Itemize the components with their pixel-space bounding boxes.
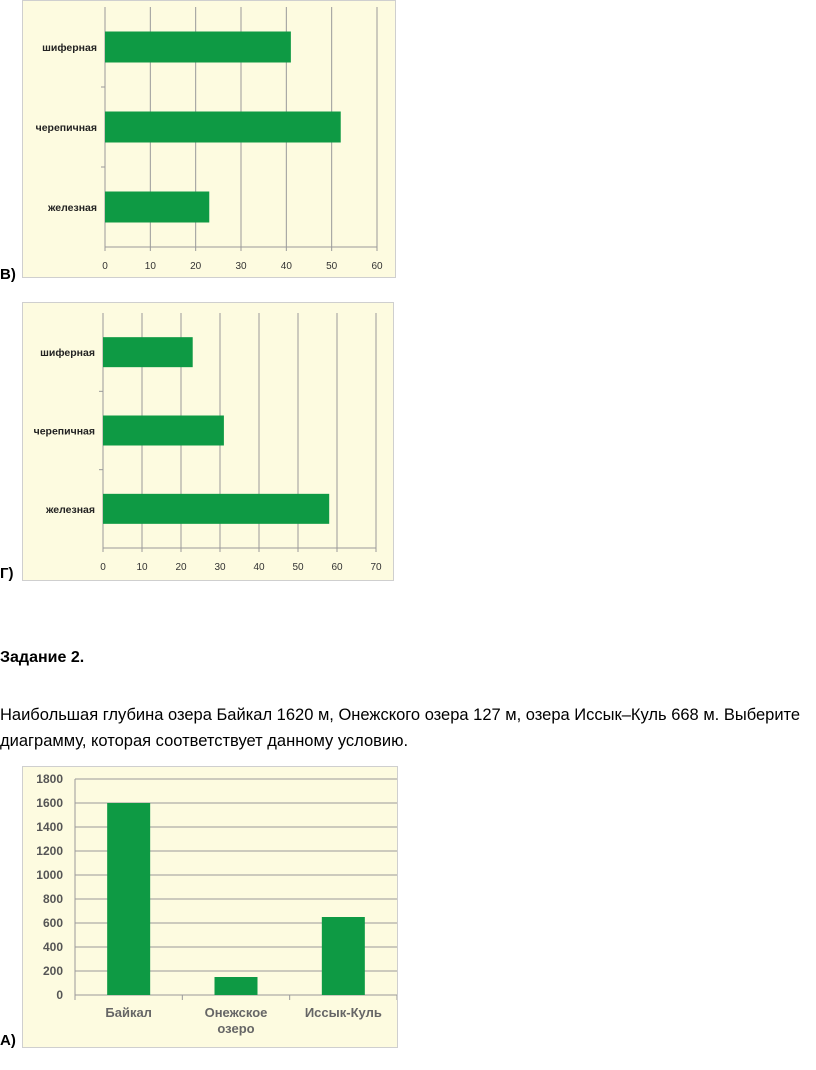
category-label: шиферная [40,347,95,360]
option-a-label: А) [0,1032,16,1049]
x-tick-label: 50 [292,562,304,573]
x-tick-label: 40 [280,261,292,272]
chart-g-frame [22,302,394,581]
category-label: Байкал [105,1005,152,1020]
bar [103,416,224,446]
x-tick-label: 20 [190,261,202,272]
bar [107,803,150,995]
category-label: черепичная [33,425,95,438]
bar [105,112,341,143]
x-tick-label: 60 [331,562,343,573]
chart-a [23,767,397,1047]
y-tick-label: 0 [56,988,63,1002]
y-tick-label: 1400 [36,820,63,834]
task-text-line1: Наибольшая глубина озера Байкал 1620 м, Онежского озера 127 м, озера Иссык–Куль 668 м. Выберите [0,706,801,724]
y-tick-label: 1200 [36,844,63,858]
y-tick-label: 600 [42,916,63,930]
option-g-label: Г) [0,565,14,582]
bar [215,977,258,995]
x-tick-label: 20 [175,562,187,573]
y-tick-label: 1600 [36,796,63,810]
bar [103,337,193,367]
bar [105,192,209,223]
y-tick-label: 1800 [36,772,63,786]
category-label: железная [47,202,97,214]
bar [322,917,365,995]
x-tick-label: 0 [102,261,108,272]
y-tick-label: 1000 [36,868,63,882]
category-label: шиферная [42,42,97,54]
y-tick-label: 200 [42,964,63,978]
category-label: Онежское озеро [204,1005,268,1036]
x-tick-label: 50 [326,261,338,272]
x-tick-label: 70 [370,562,382,573]
chart-v [23,1,395,277]
x-tick-label: 0 [100,562,106,573]
x-tick-label: 10 [136,562,148,573]
x-tick-label: 30 [214,562,226,573]
category-label: железная [45,503,95,516]
bar [105,32,291,63]
x-tick-label: 10 [144,261,156,272]
x-tick-label: 30 [235,261,247,272]
y-tick-label: 400 [42,940,63,954]
x-tick-label: 60 [371,261,383,272]
category-label: Иссык-Куль [304,1005,382,1020]
option-v-label: В) [0,266,16,283]
chart-a-frame [22,766,398,1048]
category-label: черепичная [35,122,97,134]
y-tick-label: 800 [42,892,63,906]
task-text-line2: диаграмму, которая соответствует данному условию. [0,732,409,750]
chart-g [23,303,393,580]
chart-v-frame [22,0,396,278]
bar [103,494,329,524]
task-heading: Задание 2. [0,649,85,666]
x-tick-label: 40 [253,562,265,573]
